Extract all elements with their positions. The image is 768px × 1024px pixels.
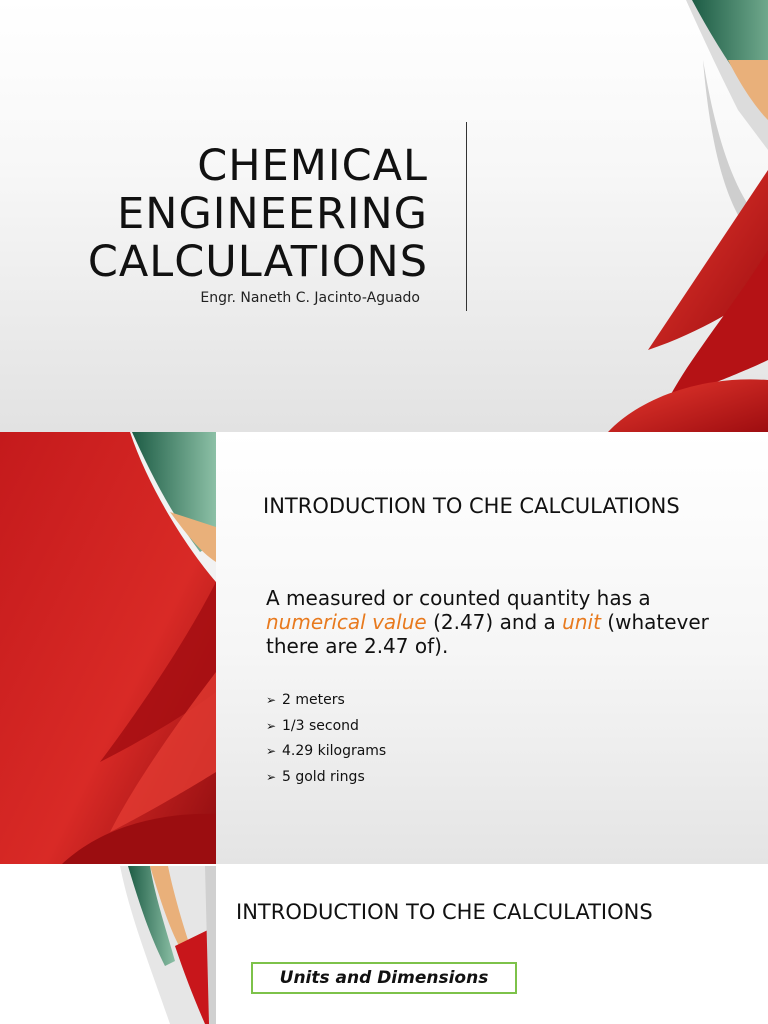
title-line: CHEMICAL: [197, 141, 428, 191]
list-item-text: 1/3 second: [282, 717, 359, 734]
author-subtitle: Engr. Naneth C. Jacinto-Aguado: [200, 290, 420, 306]
intro-slide: [0, 432, 768, 866]
wave-decoration: [0, 866, 216, 1024]
list-item-text: 2 meters: [282, 692, 345, 708]
example-list: [266, 688, 386, 790]
units-slide: [0, 866, 768, 1024]
body-text: (whatever there are 2.47 of).: [266, 610, 709, 658]
title-line: ENGINEERING: [117, 189, 428, 239]
arrow-bullet-icon: ➢: [266, 769, 277, 784]
slide-heading: INTRODUCTION TO CHE CALCULATIONS: [236, 900, 653, 924]
arrow-bullet-icon: ➢: [266, 718, 277, 733]
presentation-title: [88, 142, 428, 286]
title-slide: [0, 0, 768, 432]
arrow-bullet-icon: ➢: [266, 744, 277, 758]
body-text: A measured or counted quantity has a: [266, 586, 651, 610]
highlight-unit: unit: [562, 610, 601, 634]
slide-body-text: [266, 586, 736, 658]
red-wave-decoration: [608, 0, 768, 432]
list-item: [266, 765, 386, 791]
body-text: (2.47) and a: [426, 610, 563, 634]
list-item-text: 5 gold rings: [282, 768, 365, 785]
list-item: [266, 714, 386, 740]
units-dimensions-box: Units and Dimensions: [251, 962, 517, 994]
slide-content: [216, 432, 768, 866]
title-line: CALCULATIONS: [87, 237, 428, 287]
list-item: [266, 688, 386, 714]
vertical-divider: [466, 122, 467, 311]
highlight-numerical-value: numerical value: [266, 610, 427, 634]
list-item: [266, 739, 386, 765]
arrow-bullet-icon: ➢: [266, 693, 277, 707]
list-item-text: 4.29 kilograms: [282, 743, 387, 759]
slide-heading: INTRODUCTION TO CHE CALCULATIONS: [263, 494, 680, 518]
red-wave-panel: [0, 432, 216, 866]
